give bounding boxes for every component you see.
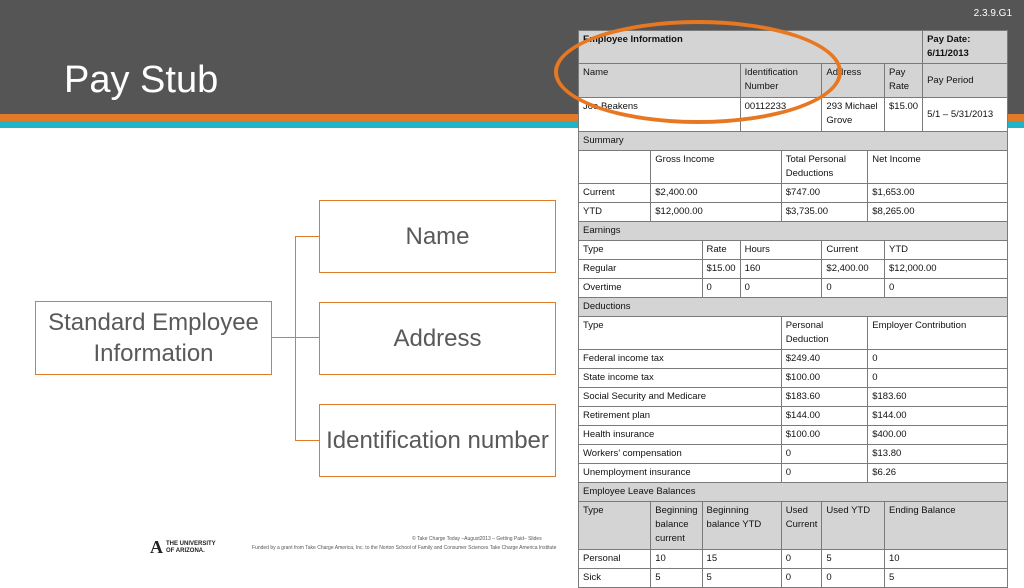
earnings-header: Hours bbox=[740, 241, 822, 260]
table-cell: 0 bbox=[822, 569, 885, 588]
summary-header: Total Personal Deductions bbox=[781, 151, 867, 184]
table-cell: $144.00 bbox=[781, 407, 867, 426]
table-row bbox=[579, 407, 1008, 426]
footer-copyright: © Take Charge Today –August2013 – Getting Paid– Slides bbox=[412, 536, 542, 542]
table-row bbox=[579, 184, 1008, 203]
table-cell: $183.60 bbox=[781, 388, 867, 407]
employee-id: 00112233 bbox=[740, 98, 822, 132]
leave-header: Used YTD bbox=[822, 502, 885, 550]
table-cell: $13.80 bbox=[868, 445, 1008, 464]
diagram-child-address bbox=[319, 302, 556, 375]
footer-funding: Funded by a grant from Take Charge America, Inc. to the Norton School of Family and Consumer Sciences Take Charge America Institute bbox=[252, 545, 557, 551]
table-cell: 5 bbox=[702, 569, 781, 588]
summary-header bbox=[579, 151, 651, 184]
table-cell: 0 bbox=[781, 445, 867, 464]
table-cell: 15 bbox=[702, 550, 781, 569]
table-cell: 5 bbox=[822, 550, 885, 569]
logo-text bbox=[166, 541, 216, 555]
diagram-child-label: Name bbox=[405, 223, 470, 250]
table-row bbox=[579, 569, 1008, 588]
table-cell: $2,400.00 bbox=[651, 184, 781, 203]
col-header-id: Identification Number bbox=[740, 64, 822, 98]
table-row bbox=[579, 260, 1008, 279]
leave-header: Ending Balance bbox=[885, 502, 1008, 550]
table-cell: Retirement plan bbox=[579, 407, 782, 426]
table-cell: $1,653.00 bbox=[868, 184, 1008, 203]
table-cell: Overtime bbox=[579, 279, 703, 298]
deductions-header: Type bbox=[579, 317, 782, 350]
diagram-child-label: Identification number bbox=[326, 427, 549, 454]
pay-stub-table bbox=[578, 30, 1008, 588]
earnings-header: Rate bbox=[702, 241, 740, 260]
table-row bbox=[579, 279, 1008, 298]
table-cell: $2,400.00 bbox=[822, 260, 885, 279]
table-cell: Health insurance bbox=[579, 426, 782, 445]
table-cell: $12,000.00 bbox=[651, 203, 781, 222]
connector-id bbox=[295, 440, 319, 441]
table-cell: $8,265.00 bbox=[868, 203, 1008, 222]
earnings-label: Earnings bbox=[579, 222, 1008, 241]
table-cell: 0 bbox=[822, 279, 885, 298]
table-row bbox=[579, 203, 1008, 222]
table-cell: 0 bbox=[868, 350, 1008, 369]
table-cell: $183.60 bbox=[868, 388, 1008, 407]
employee-address: 293 Michael Grove bbox=[822, 98, 885, 132]
col-header-pay-rate: Pay Rate bbox=[885, 64, 923, 98]
table-row bbox=[579, 550, 1008, 569]
pay-date: Pay Date: 6/11/2013 bbox=[923, 31, 1008, 64]
table-cell: 0 bbox=[781, 550, 822, 569]
logo-mark: A bbox=[150, 537, 163, 557]
table-cell: 10 bbox=[885, 550, 1008, 569]
leave-header: Used Current bbox=[781, 502, 822, 550]
earnings-header: Current bbox=[822, 241, 885, 260]
table-row bbox=[579, 426, 1008, 445]
page-title: Pay Stub bbox=[64, 59, 219, 101]
table-cell: Sick bbox=[579, 569, 651, 588]
table-cell: YTD bbox=[579, 203, 651, 222]
diagram-child-label: Address bbox=[393, 325, 482, 352]
deductions-header: Personal Deduction bbox=[781, 317, 867, 350]
table-cell: 5 bbox=[651, 569, 702, 588]
table-cell: 0 bbox=[885, 279, 1008, 298]
logo-line-1: THE UNIVERSITY bbox=[166, 540, 216, 547]
table-cell: 0 bbox=[868, 369, 1008, 388]
table-cell: $100.00 bbox=[781, 369, 867, 388]
earnings-header: YTD bbox=[885, 241, 1008, 260]
table-cell: $6.26 bbox=[868, 464, 1008, 483]
diagram-root-label: Standard Employee Information bbox=[48, 309, 259, 367]
table-row bbox=[579, 464, 1008, 483]
table-cell: Social Security and Medicare bbox=[579, 388, 782, 407]
employee-name: Joe Beakens bbox=[579, 98, 741, 132]
table-cell: $144.00 bbox=[868, 407, 1008, 426]
summary-header: Net Income bbox=[868, 151, 1008, 184]
table-cell: 0 bbox=[781, 569, 822, 588]
deductions-header: Employer Contribution bbox=[868, 317, 1008, 350]
table-row bbox=[579, 388, 1008, 407]
leave-header: Beginning balance YTD bbox=[702, 502, 781, 550]
table-cell: Federal income tax bbox=[579, 350, 782, 369]
deductions-label: Deductions bbox=[579, 298, 1008, 317]
slide-id: 2.3.9.G1 bbox=[973, 8, 1012, 19]
leave-header: Beginning balance current bbox=[651, 502, 702, 550]
connector-root bbox=[272, 337, 296, 338]
connector-vertical bbox=[295, 236, 296, 440]
table-cell: $3,735.00 bbox=[781, 203, 867, 222]
university-logo bbox=[150, 537, 216, 558]
table-cell: $12,000.00 bbox=[885, 260, 1008, 279]
logo-line-2: OF ARIZONA. bbox=[166, 547, 205, 554]
leave-label: Employee Leave Balances bbox=[579, 483, 1008, 502]
col-header-name: Name bbox=[579, 64, 741, 98]
connector-address bbox=[295, 337, 319, 338]
table-cell: $249.40 bbox=[781, 350, 867, 369]
summary-header: Gross Income bbox=[651, 151, 781, 184]
employee-info-label: Employee Information bbox=[579, 31, 923, 64]
diagram-child-name bbox=[319, 200, 556, 273]
table-row bbox=[579, 369, 1008, 388]
col-header-pay-period: Pay Period bbox=[923, 64, 1008, 98]
table-cell: $747.00 bbox=[781, 184, 867, 203]
leave-header: Type bbox=[579, 502, 651, 550]
table-cell: 160 bbox=[740, 260, 822, 279]
table-cell: Unemployment insurance bbox=[579, 464, 782, 483]
table-cell: $400.00 bbox=[868, 426, 1008, 445]
table-cell: Personal bbox=[579, 550, 651, 569]
table-cell: Workers’ compensation bbox=[579, 445, 782, 464]
summary-label: Summary bbox=[579, 132, 1008, 151]
table-cell: 0 bbox=[702, 279, 740, 298]
diagram-root-box bbox=[35, 301, 272, 375]
connector-name bbox=[295, 236, 319, 237]
table-row bbox=[579, 445, 1008, 464]
earnings-header: Type bbox=[579, 241, 703, 260]
table-row bbox=[579, 350, 1008, 369]
table-cell: $100.00 bbox=[781, 426, 867, 445]
table-cell: $15.00 bbox=[702, 260, 740, 279]
employee-pay-period: 5/1 – 5/31/2013 bbox=[923, 98, 1008, 132]
table-cell: State income tax bbox=[579, 369, 782, 388]
employee-pay-rate: $15.00 bbox=[885, 98, 923, 132]
table-cell: Current bbox=[579, 184, 651, 203]
table-cell: 5 bbox=[885, 569, 1008, 588]
table-cell: 0 bbox=[781, 464, 867, 483]
table-cell: Regular bbox=[579, 260, 703, 279]
table-cell: 0 bbox=[740, 279, 822, 298]
diagram-child-id bbox=[319, 404, 556, 477]
col-header-address: Address bbox=[822, 64, 885, 98]
table-cell: 10 bbox=[651, 550, 702, 569]
